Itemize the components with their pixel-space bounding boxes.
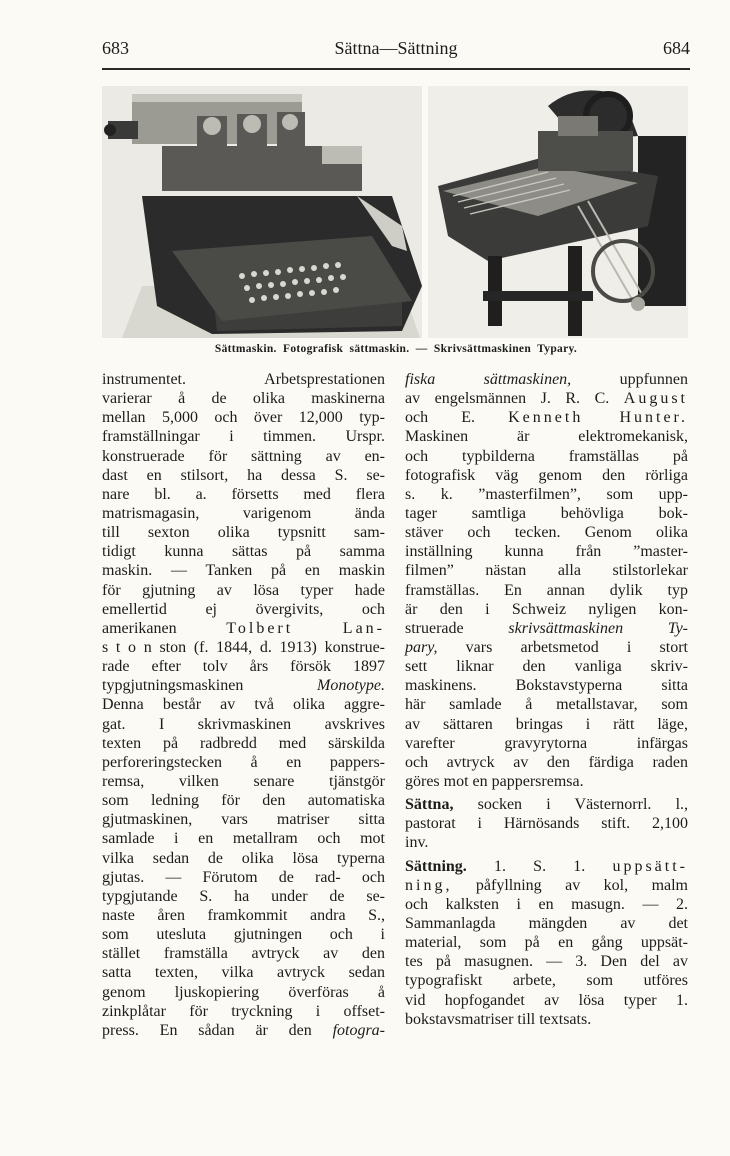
text-line: och avtryck av den färdiga raden [405,753,688,771]
text-line: zinkplåtar för tryckning i offset- [102,1002,385,1020]
entry-sattning [405,857,688,876]
text-line: och typbilderna framställas på [405,447,688,465]
text-fragment: ston (f. 1844, d. 1913) konstrue- [159,638,386,656]
text-line: s. k. ”masterfilmen”, som upp- [405,485,688,503]
text-line: vid hopfogandet av lösa typer 1. [405,991,688,1009]
text-fragment: amerikanen [102,619,177,637]
text-line: och kalksten i en masugn. — 2. [405,895,688,913]
text-fragment: ning, [405,876,453,894]
text-line: konstruerade för sättning av en- [102,447,385,465]
text-line: filmen” nästan alla stilstorlekar [405,562,688,580]
page-number-right: 684 [663,38,690,58]
person-name: Kenneth Hunter. [508,409,688,427]
text-line: sett liknar den vanliga skriv- [405,658,688,676]
text-line: remsa, vilken senare tjänstgör [102,772,385,790]
text-line: mellan 5,000 och över 12,000 typ- [102,409,385,427]
text-fragment: socken i Västernorrl. l., [477,796,689,814]
text-fragment: press. En sådan är den [102,1021,312,1039]
text-line: göres mot en pappersremsa. [405,772,584,790]
text-line: Denna består av två olika aggre- [102,696,385,714]
text-line: typgjutande S. ha under de se- [102,887,385,905]
text-line: inställning kunna från ”master- [405,543,688,561]
text-line [405,876,688,895]
text-line: rade efter tolv års försök 1897 [102,658,385,676]
text-line: tes på masugnen. — 3. Den del av [405,953,688,971]
left-column [102,370,385,1040]
text-line [102,1021,385,1040]
text-line: stäver och tecken. Genom olika [405,524,688,542]
text-line: material, som på en gång uppsät- [405,934,688,952]
text-fragment: uppsätt- [612,857,688,875]
text-line: nare bl. a. försetts med flera [102,485,385,503]
text-line: fotografisk väg genom den rörliga [405,466,688,484]
page-number-left: 683 [102,38,129,58]
text-fragment: struerade [405,619,464,637]
text-line: är den i Schweiz nyligen kon- [405,600,688,618]
text-line: vilka sedan de olika lösa typerna [102,849,385,867]
text-line: dast en stilsort, ha dessa S. se- [102,466,385,484]
entry-headword: Sättna, [405,796,454,814]
text-line: Sammanlagda mängden av det [405,914,688,932]
text-fragment: av engelsmännen J. R. C. [405,390,610,408]
text-line: pastorat i Härnösands stift. 2,100 [405,815,688,833]
text-line: gjutas. — Förutom de rad- och [102,868,385,886]
machine-name: fiska sättmaskinen, [405,371,572,388]
text-line: som ledning för den automatiska [102,792,385,810]
text-line: typografiskt arbete, som utföres [405,972,688,990]
text-line: bokstavsmatriser till textsats. [405,1010,592,1028]
text-fragment: påfyllning av kol, malm [475,876,689,894]
text-line: texten på radbredd med särskilda [102,734,385,752]
text-line: Maskinen är elektromekanisk, [405,428,688,446]
text-fragment: 1. S. 1. [493,857,586,875]
text-line [405,408,688,427]
machine-name: skrivsättmaskinen Ty- [508,619,688,637]
text-line: varefter gravyrytorna infärgas [405,734,688,752]
text-line: samlade i en metallram och mot [102,830,385,848]
text-line: perforeringstecken å en pappers- [102,753,385,771]
text-line [405,619,688,638]
person-name: Lan- [342,619,385,637]
text-line [102,638,385,657]
text-line: för gjutning av lösa typer hade [102,581,385,599]
text-fragment: vars arbetsmetod i stort [465,638,688,656]
machine-name: Monotype. [317,677,385,695]
text-line: matrismagasin, varigenom ända [102,504,385,522]
entry-sattna [405,795,688,814]
running-header [102,38,690,66]
text-fragment: uppfunnen [619,371,689,388]
text-line [102,676,385,695]
text-line [405,389,688,408]
text-line: instrumentet. Arbetsprestationen [102,371,385,388]
text-line: tager samtliga behövliga bok- [405,504,688,522]
figure-caption: Sättmaskin. Fotografisk sättmaskin. — Skrivsättmaskinen Typary. [214,343,578,355]
text-line: stället framställa avtryck av den [102,945,385,963]
text-line: framställas. En annan dylik typ [405,581,688,599]
page-title: Sättna—Sättning [334,38,458,58]
text-line [102,619,385,638]
text-line: som utesluta gjutningen och i [102,926,385,944]
typary-machine-photo [428,86,688,338]
text-line: emellertid ej övergivits, och [102,600,385,618]
text-line: maskinens. Bokstavstyperna sitta [405,677,688,695]
text-line [405,370,688,389]
text-fragment: typgjutningsmaskinen [102,677,244,695]
text-line: inv. [405,834,429,852]
text-fragment: och E. [405,409,475,427]
typesetting-machine-photo [102,86,422,338]
text-line [405,638,688,657]
text-line: gjutmaskinen, vars matriser sitta [102,811,385,829]
person-name: August [623,390,688,408]
text-line: satta texten, vilka avtryck sedan [102,964,385,982]
text-line: naste åren framkommit andra S., [102,906,385,924]
right-column [405,370,688,1029]
person-name: Tolbert [226,619,294,637]
text-fragment: fotogra- [332,1021,386,1039]
header-rule [102,68,690,70]
text-line: tidigt kunna sättas på samma [102,543,385,561]
text-line: till sexton olika typsnitt sam- [102,524,385,542]
text-line: genom ljuskopiering överföras å [102,983,385,1001]
person-name: s t o n [102,638,152,656]
text-line: maskin. — Tanken på en maskin [102,562,385,580]
machine-name: pary, [405,638,438,656]
entry-headword: Sättning. [405,857,467,875]
text-line: här samlade å metallstavar, som [405,696,688,714]
text-line: gat. I skrivmaskinen avskrives [102,715,385,733]
text-line: varierar å de olika maskinerna [102,390,385,408]
text-line: av sättaren bringas i rätt läge, [405,715,688,733]
text-line: framställningar i timmen. Urspr. [102,428,385,446]
